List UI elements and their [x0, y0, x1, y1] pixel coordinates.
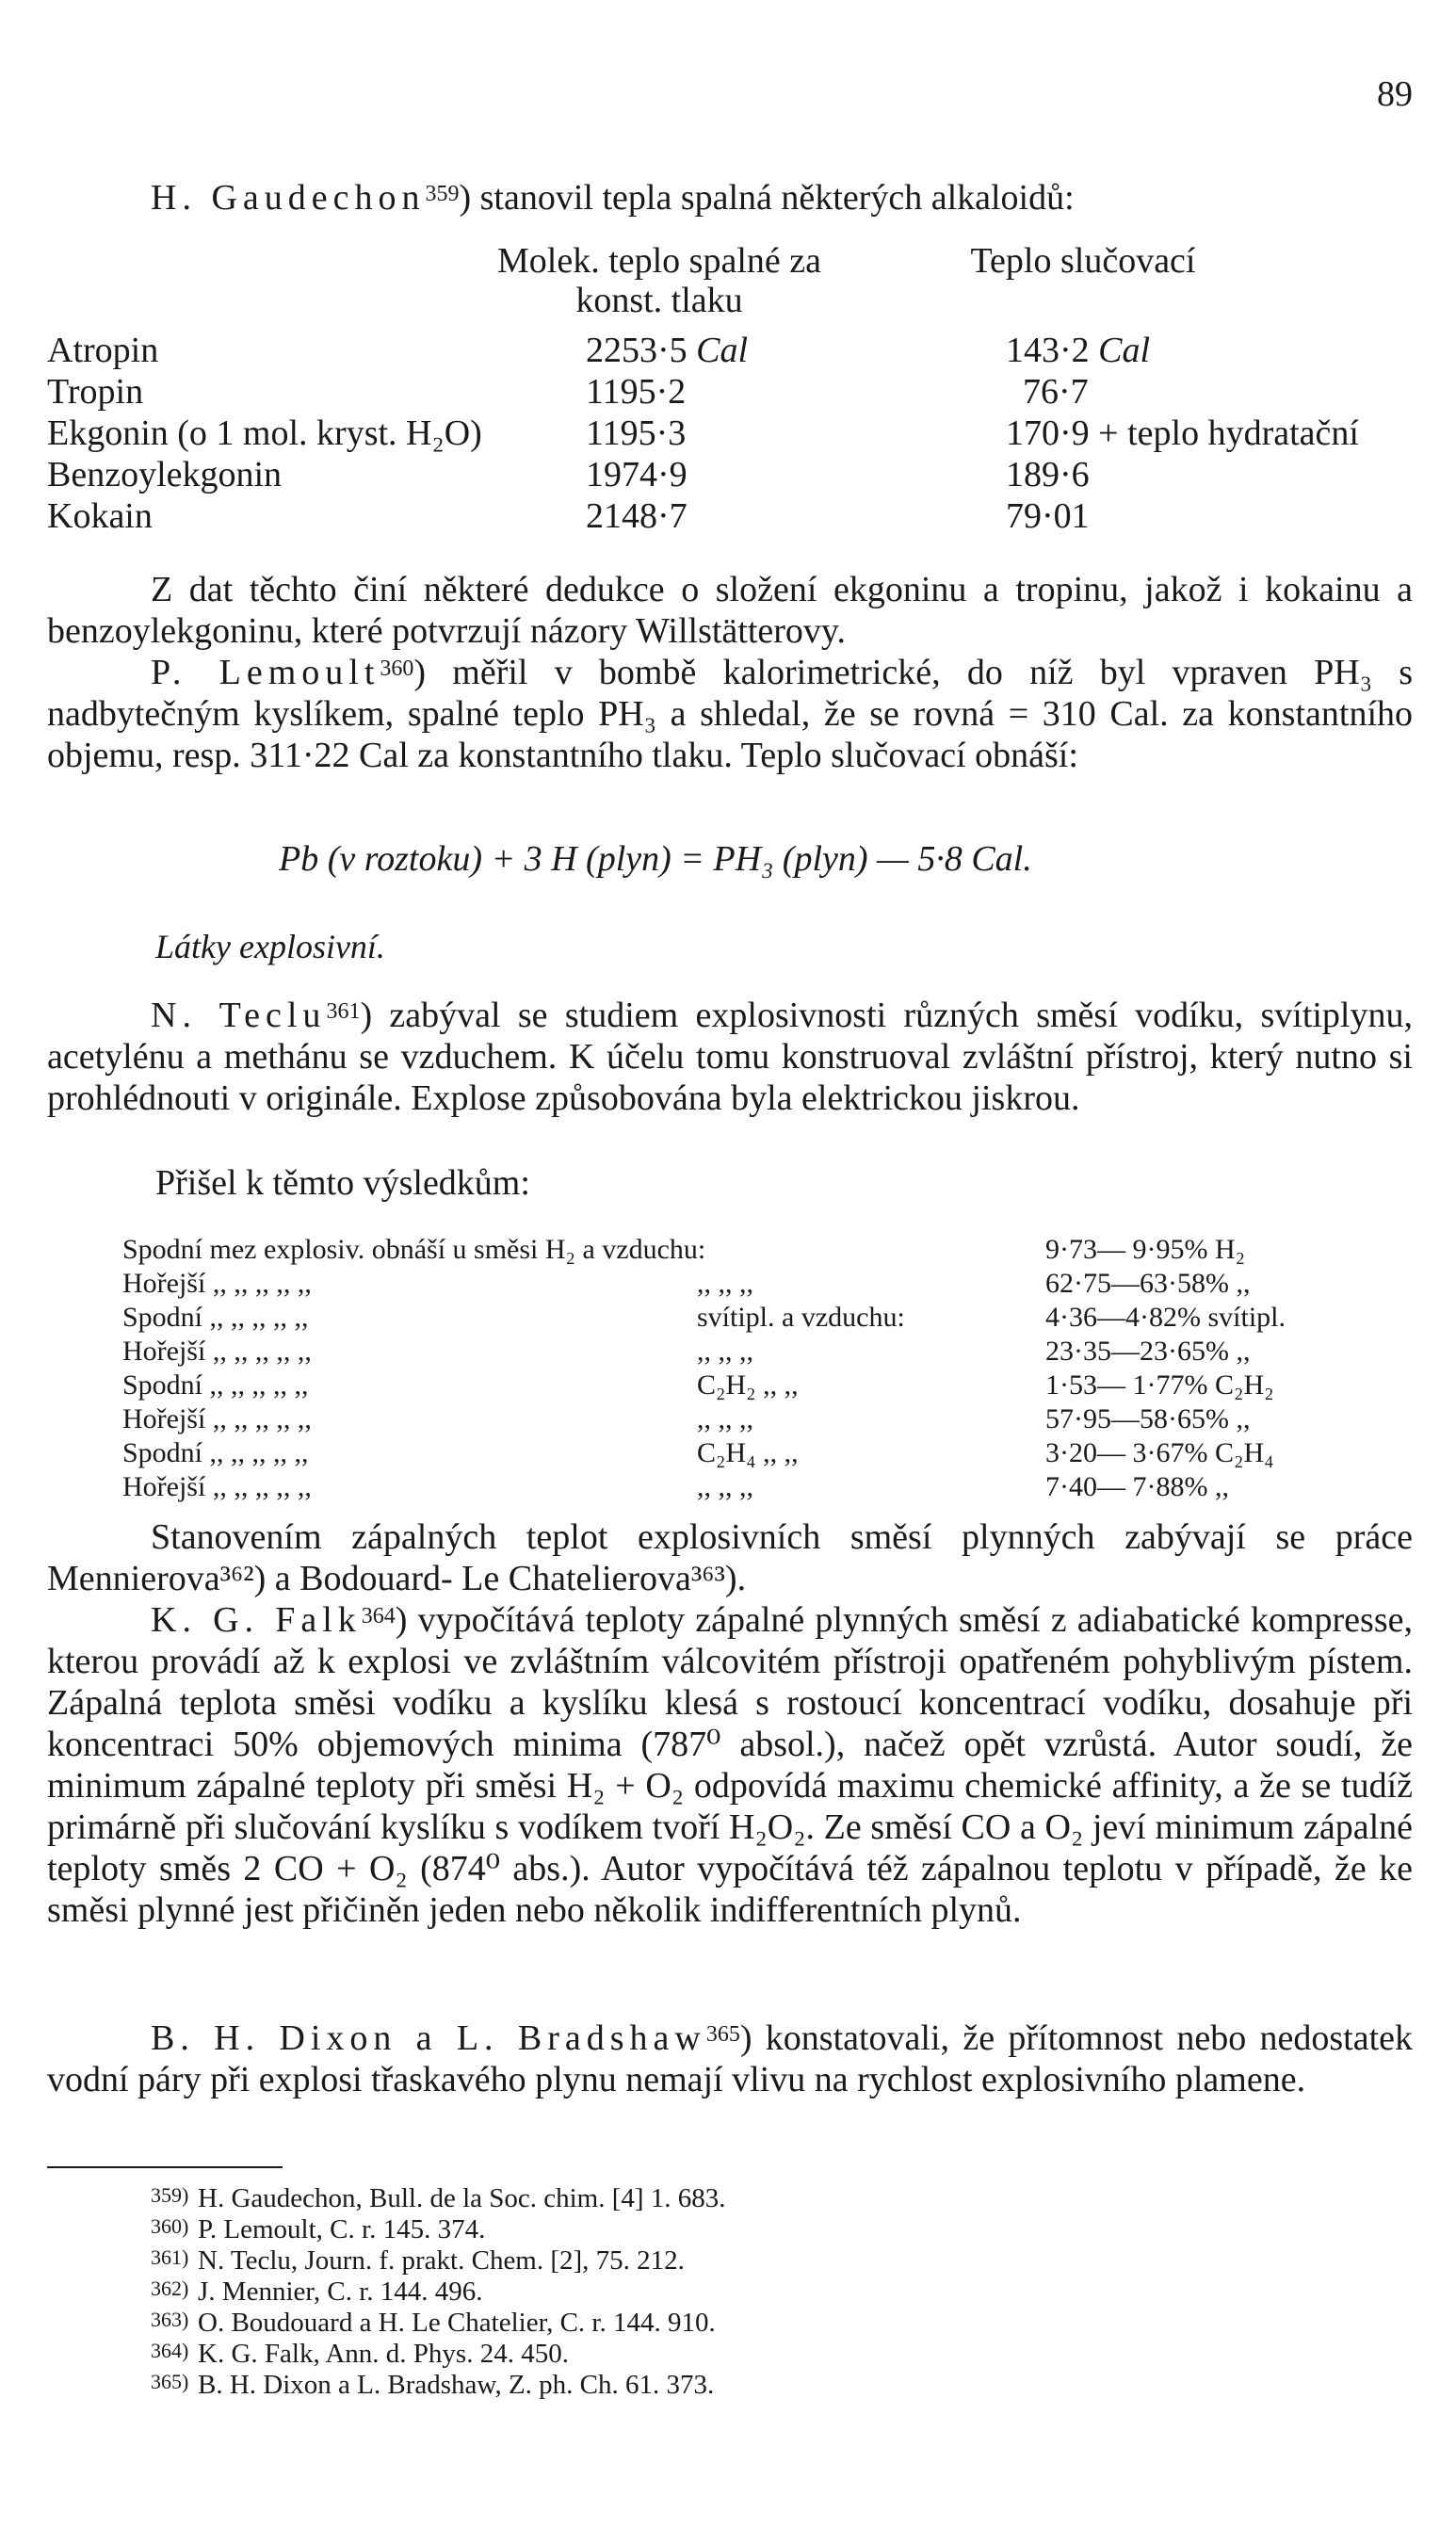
- table1-col1-header-line2: konst. tlaku: [575, 281, 743, 320]
- lemoult-paragraph: [47, 652, 1413, 776]
- reference-marker: 365: [705, 2022, 740, 2047]
- combustion-heat: [586, 330, 748, 371]
- formation-heat: 170·9 + teplo hydratační: [1006, 413, 1359, 453]
- table-row: [122, 1234, 1384, 1268]
- compound-name: Atropin: [47, 331, 159, 370]
- author-name: P. Lemoult: [151, 653, 380, 692]
- table1-col2-header: Teplo slučovací: [970, 241, 1196, 281]
- footnote-text: N. Teclu, Journ. f. prakt. Chem. [2], 75. 212.: [198, 2245, 685, 2276]
- formation-value: 143·2: [1006, 331, 1090, 370]
- mixture: C₂H₂ ,, ,,: [697, 1369, 799, 1401]
- mixture: ,, ,, ,,: [697, 1403, 753, 1434]
- combustion-value: 2253·5: [586, 331, 688, 370]
- intro-paragraph: [151, 177, 1413, 219]
- formation-equation: Pb (v roztoku) + 3 H (plyn) = PH₃ (plyn) — 5·8 Cal.: [279, 839, 1032, 879]
- footnote-number: 362): [151, 2277, 189, 2300]
- compound-name: Ekgonin (o 1 mol. kryst. H₂O): [47, 413, 482, 453]
- footnote-text: B. H. Dixon a L. Bradshaw, Z. ph. Ch. 61. 373.: [198, 2370, 715, 2400]
- footnotes: [151, 2183, 726, 2401]
- footnote-item: [151, 2214, 726, 2245]
- footnote-text: P. Lemoult, C. r. 145. 374.: [198, 2214, 486, 2244]
- footnote-number: 360): [151, 2214, 189, 2238]
- footnote-text: K. G. Falk, Ann. d. Phys. 24. 450.: [198, 2339, 569, 2369]
- limit-label: Spodní ,, ,, ,, ,, ,,: [122, 1437, 309, 1468]
- table-row: [122, 1471, 1384, 1505]
- intro-text: ) stanovil tepla spalná některých alkaloidů:: [459, 178, 1075, 218]
- falk-text: ) vypočítává teploty zápalné plynných směsí z adiabatické kompresse, kterou provádí až k explosi ve zvláštním válcovitém přístroji opatřeném pohyblivým pístem. Zápalná teplota směsi vodíku a kyslíku klesá s rostoucí koncentrací vodíku, dosahuje při koncentraci 50% objemových minima (787⁰ absol.), načež opět vzrůstá. Autor soudí, že minimum zápalné teploty při směsi H₂ + O₂ odpovídá maximu chemické affinity, a že se tudíž primárně při slučování kyslíku s vodíkem tvoří H₂O₂. Ze směsí CO a O₂ jeví minimum zápalné teploty směs 2 CO + O₂ (874⁰ abs.). Autor vypočítává též zápalnou teplotu v případě, že ke směsi plynné jest přičiněn jeden nebo několik indifferentních plynů.: [47, 1600, 1413, 1930]
- limit-label: Hořejší ,, ,, ,, ,, ,,: [122, 1268, 312, 1299]
- table-row: [47, 371, 1413, 413]
- author-name: K. G. Falk: [151, 1600, 362, 1640]
- reference-marker: 360: [380, 656, 414, 681]
- footnote-item: [151, 2277, 726, 2308]
- formation-heat: [1006, 330, 1150, 371]
- combustion-heat: 1974·9: [586, 455, 688, 494]
- combustion-heat: 1195·3: [586, 413, 687, 453]
- dixon-paragraph: [47, 2017, 1413, 2100]
- formation-unit: Cal: [1098, 331, 1151, 370]
- footnote-item: [151, 2183, 726, 2214]
- limit-label: Hořejší ,, ,, ,, ,, ,,: [122, 1471, 312, 1502]
- table1-col1-header: [443, 241, 876, 320]
- footnote-number: 364): [151, 2339, 189, 2362]
- table-row: [122, 1369, 1384, 1403]
- table-row: [122, 1437, 1384, 1471]
- mixture: svítipl. a vzduchu:: [697, 1302, 905, 1333]
- lemoult-text: ) měřil v bombě kalorimetrické, do níž byl vpraven PH₃ s nadbytečným kyslíkem, spalné teplo PH₃ a shledal, že se rovná = 310 Cal. za konstantního objemu, resp. 311·22 Cal za konstantního tlaku. Teplo slučovací obnáší:: [47, 653, 1413, 775]
- table-row: [47, 495, 1413, 537]
- footnote-number: 365): [151, 2370, 189, 2393]
- limit-range: 3·20— 3·67% C₂H₄: [1045, 1437, 1274, 1468]
- limit-label: Hořejší ,, ,, ,, ,, ,,: [122, 1336, 312, 1367]
- footnote-text: O. Boudouard a H. Le Chatelier, C. r. 144. 910.: [198, 2308, 716, 2338]
- limit-label: Spodní ,, ,, ,, ,, ,,: [122, 1302, 309, 1333]
- dixon-text: ) konstatovali, že přítomnost nebo nedostatek vodní páry při explosi třaskavého plynu nemají vlivu na rychlost explosivního plamene.: [47, 2018, 1413, 2099]
- page-number: 89: [1377, 74, 1413, 114]
- formation-heat: 76·7: [1023, 372, 1089, 412]
- limit-range: 57·95—58·65% ,,: [1045, 1403, 1251, 1434]
- table-row: [47, 454, 1413, 495]
- compound-name: Benzoylekgonin: [47, 455, 283, 494]
- table-row: [122, 1302, 1384, 1336]
- footnote-item: [151, 2308, 726, 2339]
- teclu-paragraph: [47, 995, 1413, 1119]
- footnote-number: 361): [151, 2245, 189, 2269]
- compound-name: Tropin: [47, 372, 144, 412]
- author-name: B. H. Dixon a L. Bradshaw: [151, 2018, 706, 2058]
- author-name: N. Teclu: [151, 996, 327, 1035]
- deductions-paragraph: Z dat těchto činí některé dedukce o složení ekgoninu a tropinu, jakož i kokainu a benzoylekgoninu, které potvrzují názory Willstätterovy.: [47, 570, 1413, 651]
- formation-heat: 189·6: [1006, 455, 1090, 494]
- table-row: [122, 1403, 1384, 1437]
- limit-range: 4·36—4·82% svítipl.: [1045, 1302, 1286, 1333]
- limit-label: Spodní mez explosiv. obnáší u směsi H₂ a vzduchu:: [122, 1234, 706, 1265]
- explosion-limits-table: [122, 1234, 1384, 1505]
- table-row: [122, 1336, 1384, 1369]
- combustion-heat: 1195·2: [586, 372, 687, 412]
- teclu-text: ) zabýval se studiem explosivnosti různých směsí vodíku, svítiplynu, acetylénu a methánu se vzduchem. K účelu tomu konstruoval zvláštní přístroj, který nutno si prohlédnouti v originále. Explose způsobována byla elektrickou jiskrou.: [47, 996, 1413, 1118]
- mixture: C₂H₄ ,, ,,: [697, 1437, 799, 1468]
- footnote-item: [151, 2339, 726, 2370]
- limit-range: 7·40— 7·88% ,,: [1045, 1471, 1229, 1502]
- table-row: [47, 413, 1413, 454]
- reference-marker: 364: [361, 1604, 396, 1628]
- reference-marker: 361: [326, 999, 361, 1024]
- table-row: [47, 330, 1413, 371]
- alkaloid-heat-table: [47, 330, 1413, 537]
- author-name: H. Gaudechon: [151, 178, 426, 218]
- mixture: ,, ,, ,,: [697, 1336, 753, 1367]
- reference-marker: 359: [425, 182, 460, 206]
- limit-range: 62·75—63·58% ,,: [1045, 1268, 1251, 1299]
- formation-heat: 79·01: [1006, 496, 1090, 536]
- limit-range: 23·35—23·65% ,,: [1045, 1336, 1251, 1367]
- table-row: [122, 1268, 1384, 1302]
- ignition-paragraph: Stanovením zápalných teplot explosivních směsí plynných zabývají se práce Mennierova³⁶²) a Bodouard- Le Chatelierova³⁶³).: [47, 1517, 1413, 1598]
- footnote-text: H. Gaudechon, Bull. de la Soc. chim. [4] 1. 683.: [198, 2183, 726, 2213]
- footnote-number: 359): [151, 2183, 189, 2207]
- mixture: ,, ,, ,,: [697, 1471, 753, 1502]
- footnote-item: [151, 2245, 726, 2277]
- footnote-item: [151, 2370, 726, 2401]
- limit-label: Spodní ,, ,, ,, ,, ,,: [122, 1369, 309, 1401]
- compound-name: Kokain: [47, 496, 153, 536]
- footnote-number: 363): [151, 2308, 189, 2331]
- mixture: ,, ,, ,,: [697, 1268, 753, 1299]
- table1-col1-header-line1: Molek. teplo spalné za: [496, 241, 821, 281]
- footnote-divider: [47, 2166, 283, 2168]
- section-title: Látky explosivní.: [155, 928, 385, 965]
- combustion-heat: 2148·7: [586, 496, 688, 536]
- limit-label: Hořejší ,, ,, ,, ,, ,,: [122, 1403, 312, 1434]
- combustion-unit: Cal: [696, 331, 749, 370]
- limit-range: 1·53— 1·77% C₂H₂: [1045, 1369, 1274, 1401]
- limit-range: 9·73— 9·95% H₂: [1045, 1234, 1246, 1265]
- footnote-text: J. Mennier, C. r. 144. 496.: [198, 2277, 483, 2307]
- results-intro: Přišel k těmto výsledkům:: [155, 1163, 530, 1203]
- falk-paragraph: [47, 1599, 1413, 1931]
